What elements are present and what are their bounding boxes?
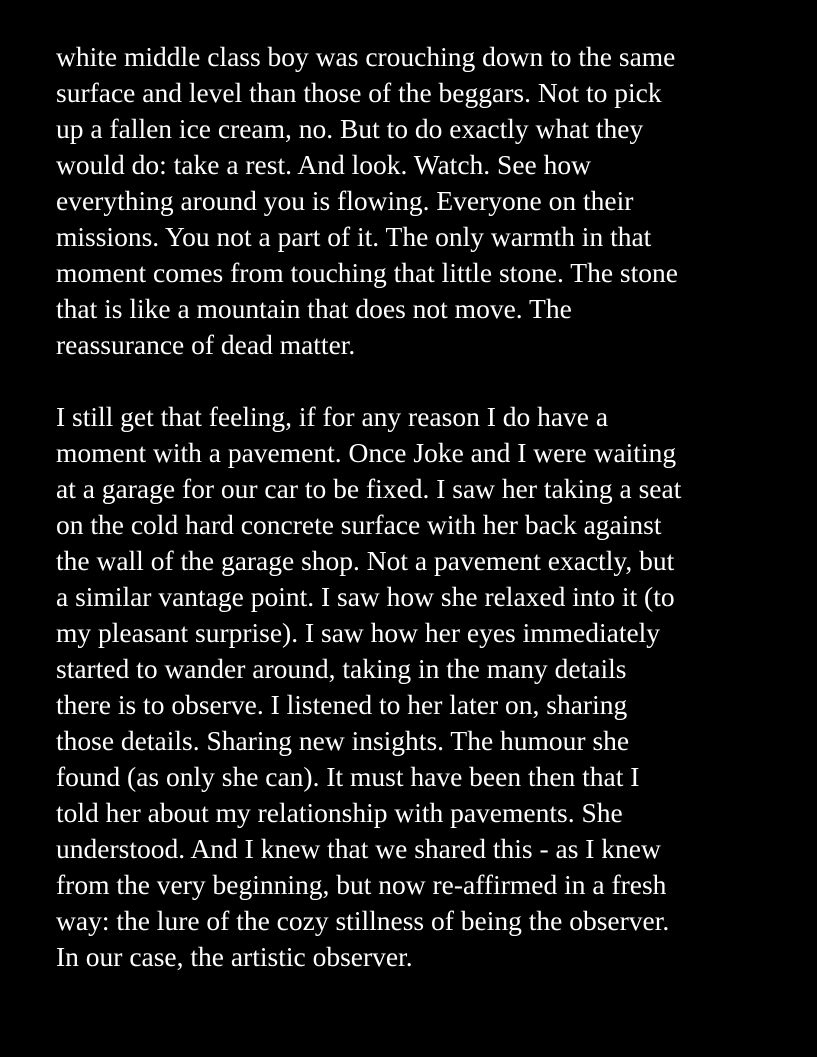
text-line: found (as only she can). It must have been then that I [56, 761, 640, 792]
text-line: surface and level than those of the beggars. Not to pick [56, 77, 662, 108]
text-line: on the cold hard concrete surface with her back against [56, 509, 662, 540]
text-line: understood. And I knew that we shared this - as I knew [56, 833, 661, 864]
text-line: white middle class boy was crouching down to the same [56, 41, 676, 72]
text-line: those details. Sharing new insights. The humour she [56, 725, 630, 756]
text-line: started to wander around, taking in the many details [56, 653, 627, 684]
text-line: at a garage for our car to be fixed. I saw her taking a seat [56, 473, 682, 504]
text-line: the wall of the garage shop. Not a pavement exactly, but [56, 545, 675, 576]
text-line: moment with a pavement. Once Joke and I were waiting [56, 437, 677, 468]
text-line: everything around you is flowing. Everyone on their [56, 185, 634, 216]
text-line: reassurance of dead matter. [56, 329, 356, 360]
text-line: my pleasant surprise). I saw how her eyes immediately [56, 617, 661, 648]
text-line: from the very beginning, but now re-affirmed in a fresh [56, 869, 667, 900]
text-line: told her about my relationship with pavements. She [56, 797, 623, 828]
text-line: up a fallen ice cream, no. But to do exactly what they [56, 113, 644, 144]
text-line: I still get that feeling, if for any reason I do have a [56, 401, 609, 432]
text-line: missions. You not a part of it. The only warmth in that [56, 221, 652, 252]
text-line: moment comes from touching that little stone. The stone [56, 257, 678, 288]
text-line: way: the lure of the cozy stillness of being the observer. [56, 905, 670, 936]
text-line: that is like a mountain that does not move. The [56, 293, 572, 324]
text-line: would do: take a rest. And look. Watch. See how [56, 149, 591, 180]
text-line: In our case, the artistic observer. [56, 941, 413, 972]
text-line: there is to observe. I listened to her later on, sharing [56, 689, 628, 720]
text-line: a similar vantage point. I saw how she relaxed into it (to [56, 581, 675, 612]
